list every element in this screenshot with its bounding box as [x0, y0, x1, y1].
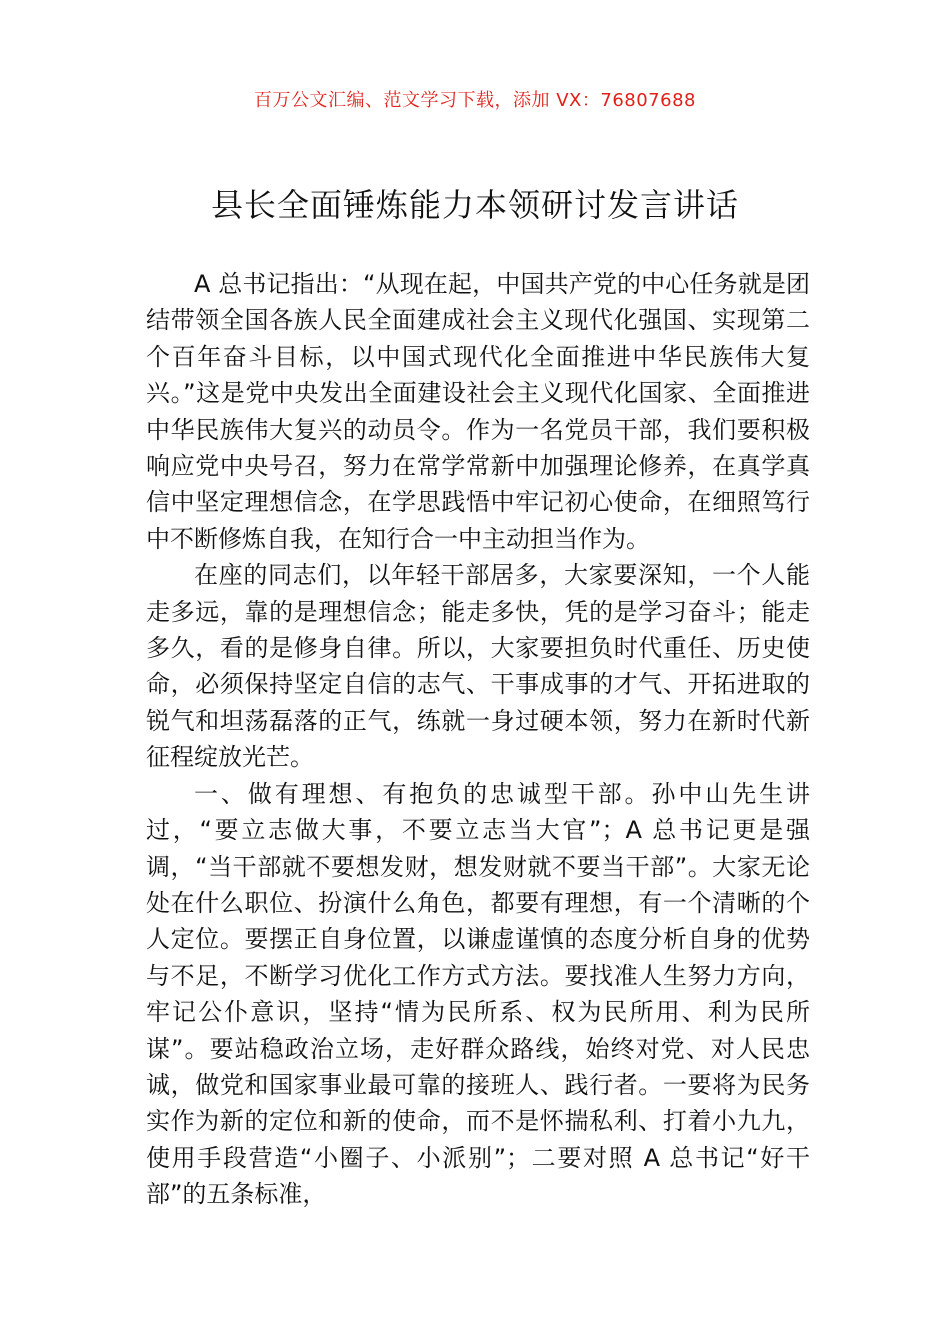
- paragraph-comrades: 在座的同志们，以年轻干部居多，大家要深知，一个人能走多远，靠的是理想信念；能走多快，凭的是学习奋斗；能走多久，看的是修身自律。所以，大家要担负时代重任、历史使命，必须保持坚定自信的志气、干事成事的才气、开拓进取的锐气和坦荡磊落的正气，练就一身过硬本领，努力在新时代新征程绽放光芒。: [146, 561, 810, 772]
- document-body: [146, 266, 810, 1213]
- paragraph-section-one: 一、做有理想、有抱负的忠诚型干部。孙中山先生讲过，“要立志做大事，不要立志当大官”；A 总书记更是强调，“当干部就不要想发财，想发财就不要当干部”。大家无论处在什么职位、扮演什么角色，都要有理想，有一个清晰的个人定位。要摆正自身位置，以谦虚谨慎的态度分析自身的优势与不足，不断学习优化工作方式方法。要找准人生努力方向，牢记公仆意识，坚持“情为民所系、权为民所用、利为民所谋”。要站稳政治立场，走好群众路线，始终对党、对人民忠诚，做党和国家事业最可靠的接班人、践行者。一要将为民务实作为新的定位和新的使命，而不是怀揣私利、打着小九九，使用手段营造“小圈子、小派别”；二要对照 A 总书记“好干部”的五条标准，: [146, 779, 810, 1209]
- document-title: 县长全面锤炼能力本领研讨发言讲话: [210, 186, 739, 224]
- paragraph-intro: A 总书记指出：“从现在起，中国共产党的中心任务就是团结带领全国各族人民全面建成社会主义现代化强国、实现第二个百年奋斗目标，以中国式现代化全面推进中华民族伟大复兴。”这是党中央发出全面建设社会主义现代化国家、全面推进中华民族伟大复兴的动员令。作为一名党员干部，我们要积极响应党中央号召，努力在常学常新中加强理论修养，在真学真信中坚定理想信念，在学思践悟中牢记初心使命，在细照笃行中不断修炼自我，在知行合一中主动担当作为。: [146, 270, 810, 553]
- watermark-header: 百万公文汇编、范文学习下载，添加 VX：76807688: [254, 90, 696, 111]
